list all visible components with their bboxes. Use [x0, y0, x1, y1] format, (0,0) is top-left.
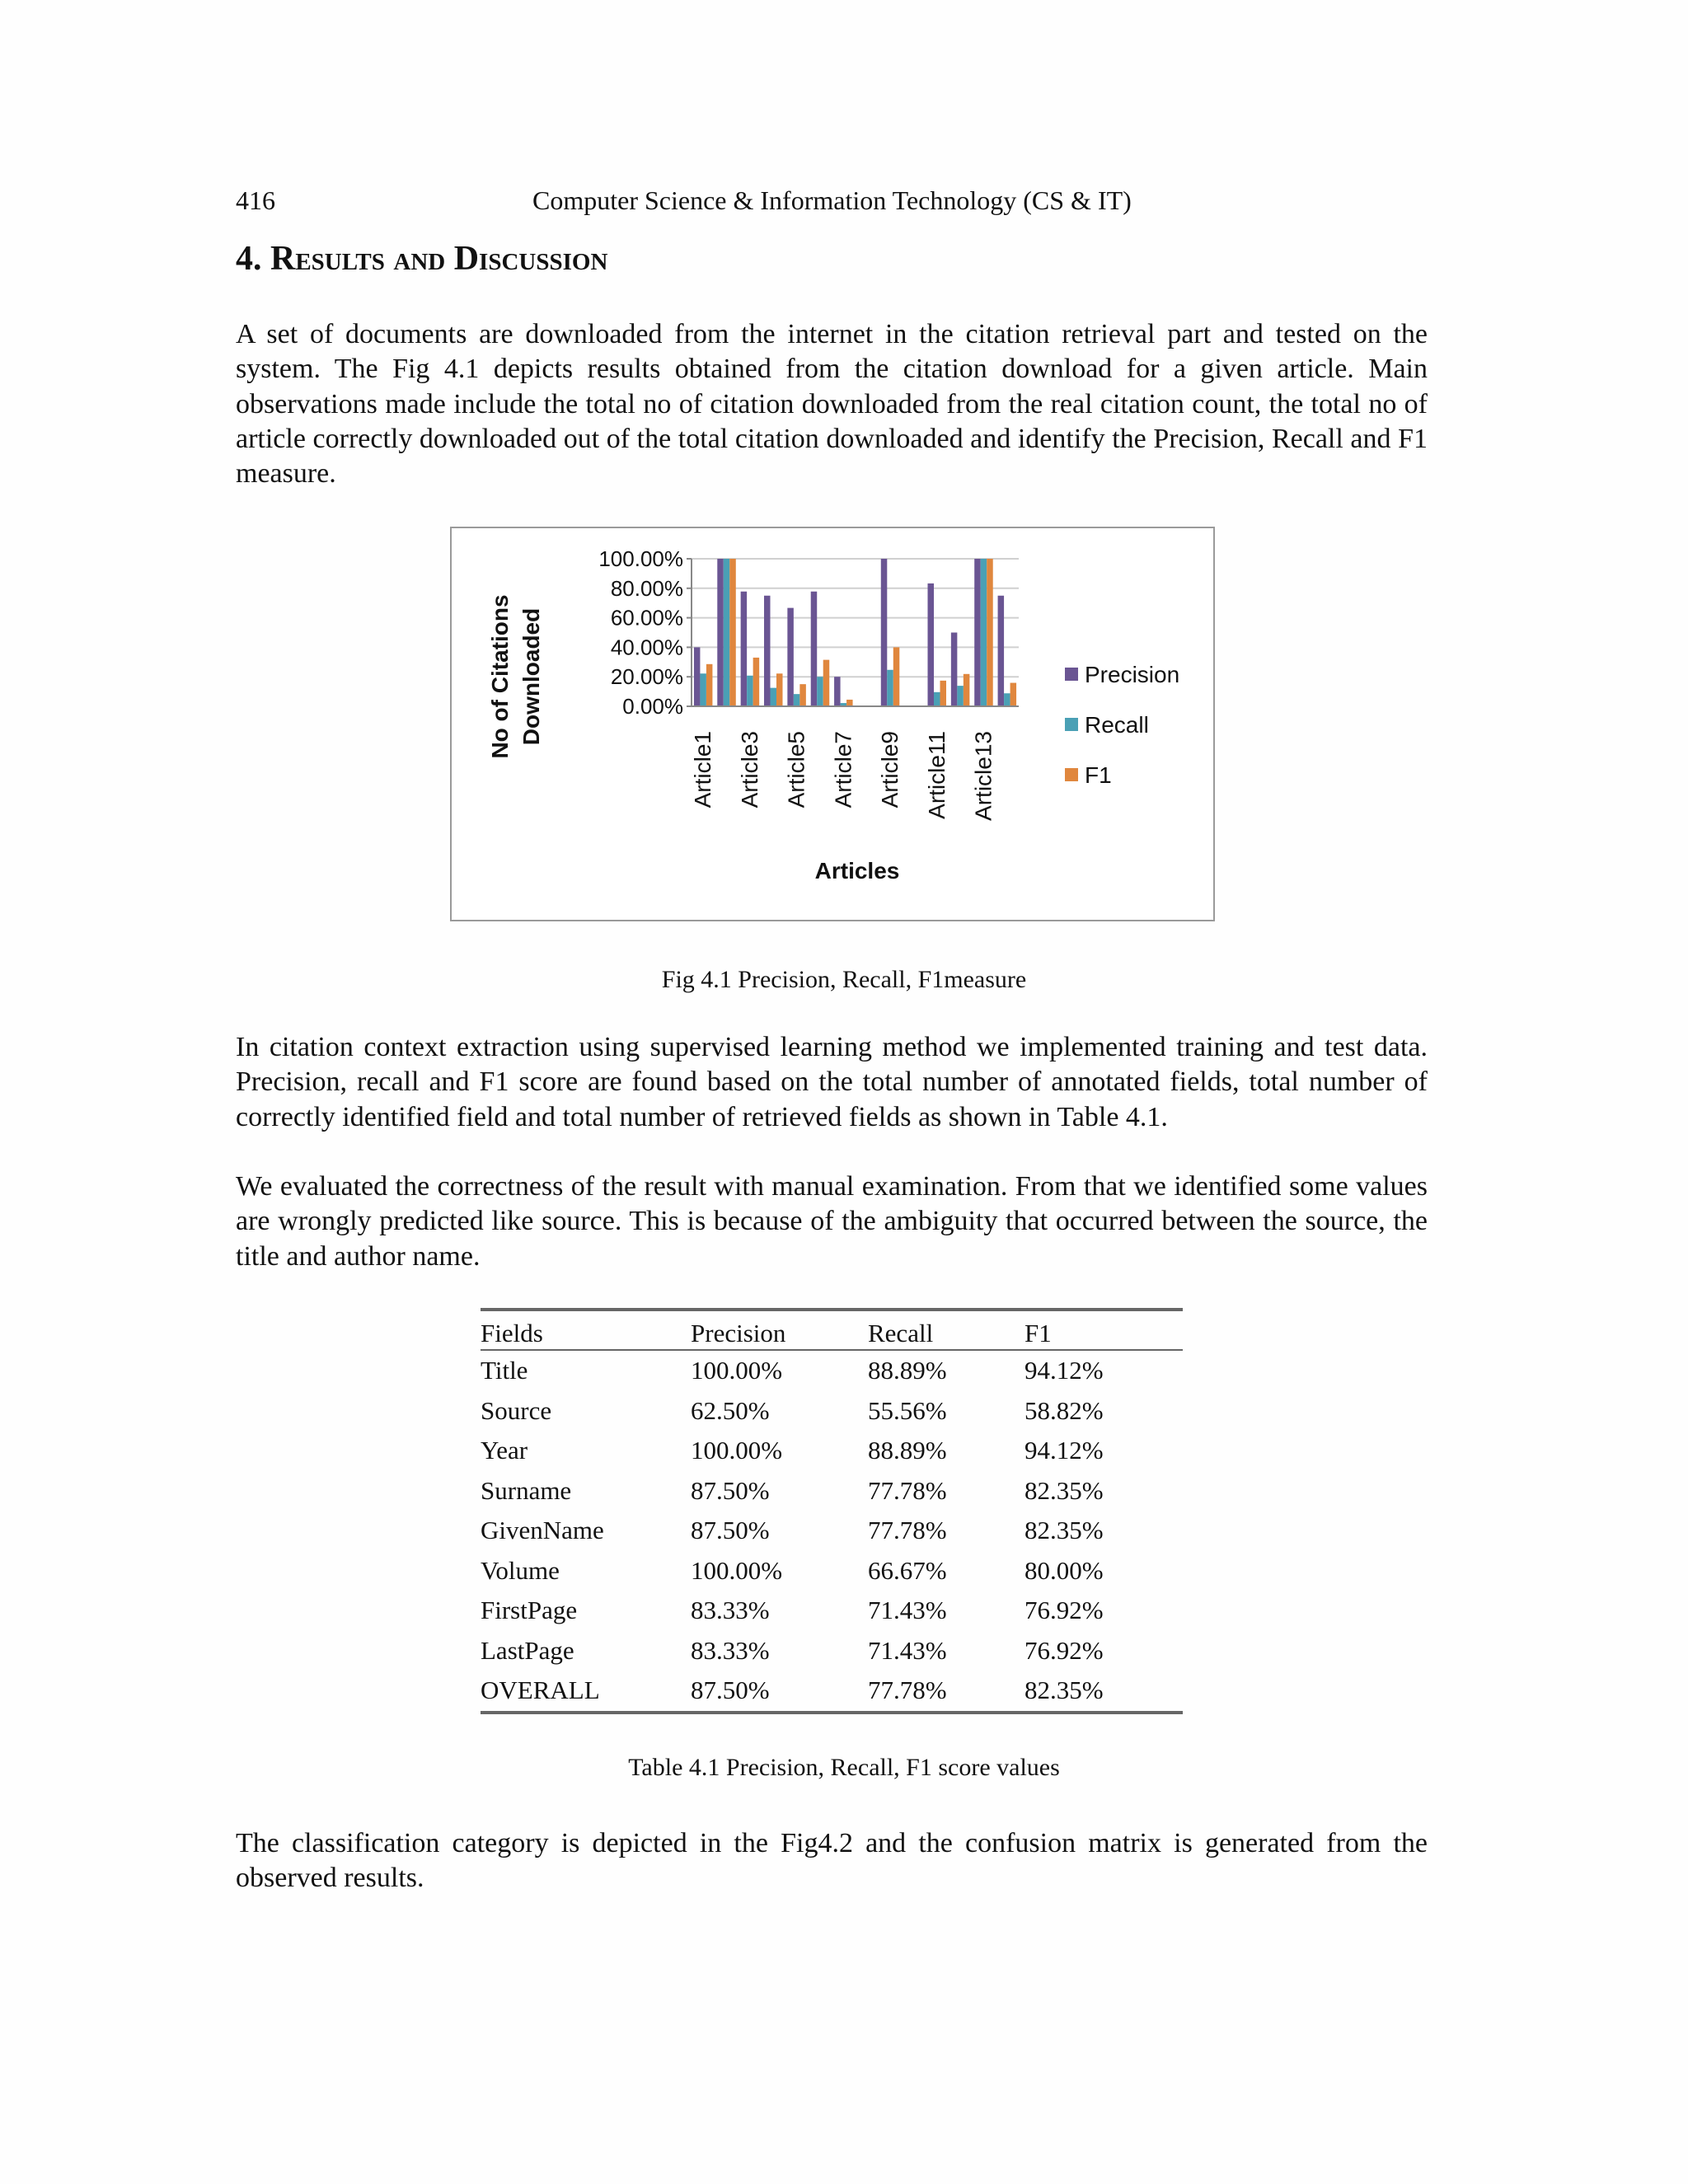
bar-f1 [1010, 683, 1017, 706]
table-cell: 94.12% [1025, 1436, 1104, 1465]
table-cell: 76.92% [1025, 1635, 1104, 1665]
y-tick-label: 20.00% [610, 664, 683, 690]
y-tick-label: 60.00% [610, 605, 683, 630]
figure-chart [450, 527, 1215, 921]
bar-f1 [893, 647, 900, 706]
table-cell: 82.35% [1025, 1475, 1104, 1505]
table-cell: 87.50% [691, 1675, 770, 1705]
bar-precision [951, 633, 958, 707]
bar-precision [741, 592, 748, 706]
table-cell: Source [481, 1395, 552, 1425]
x-tick-label: Article1 [690, 731, 716, 808]
y-tick-label: 80.00% [610, 575, 683, 601]
table-row [481, 1551, 1183, 1591]
table-cell: 82.35% [1025, 1675, 1104, 1705]
bar-recall [1004, 693, 1010, 706]
table-header-row [481, 1310, 1183, 1350]
bar-recall [724, 559, 730, 706]
header-precision: Precision [691, 1310, 868, 1350]
paragraph-3: We evaluated the correctness of the result with manual examination. From that we identified some values are wrongly predicted like source. This is because of the ambiguity that occurred between the source, the title and author name. [236, 1171, 1428, 1272]
bar-precision [928, 583, 935, 706]
bar-f1 [706, 664, 713, 706]
table-cell: FirstPage [481, 1596, 578, 1625]
table-row [481, 1631, 1183, 1671]
results-table [481, 1308, 1183, 1714]
x-tick-label: Article5 [783, 731, 809, 808]
section-title: 4. Results and Discussion [236, 240, 608, 278]
table-cell: 94.12% [1025, 1356, 1104, 1385]
table-cell: 55.56% [868, 1395, 947, 1425]
bar-f1 [987, 559, 993, 706]
bar-precision [694, 647, 701, 706]
y-tick-label: 100.00% [598, 546, 683, 571]
x-tick-label: Article13 [970, 731, 996, 821]
y-tick-label: 0.00% [622, 694, 683, 719]
table-cell: Surname [481, 1475, 572, 1505]
bar-precision [764, 596, 771, 706]
table-cell: 88.89% [868, 1436, 947, 1465]
table-cell: 71.43% [868, 1635, 947, 1665]
x-tick-label: Article7 [830, 731, 856, 808]
bar-f1 [940, 681, 947, 706]
table-cell: 100.00% [691, 1555, 783, 1585]
table-cell: GivenName [481, 1516, 604, 1545]
table-row [481, 1350, 1183, 1391]
y-axis-title: No of Citations Downloaded [487, 594, 544, 759]
bar-recall [700, 673, 706, 706]
table-cell: 88.89% [868, 1356, 947, 1385]
bar-chart [452, 528, 1213, 920]
bar-precision [787, 608, 794, 706]
header-fields: Fields [481, 1310, 691, 1350]
table-cell: 82.35% [1025, 1516, 1104, 1545]
table-cell: 71.43% [868, 1596, 947, 1625]
table-cell: 58.82% [1025, 1395, 1104, 1425]
table-cell: 80.00% [1025, 1555, 1104, 1585]
paragraph-4: The classification category is depicted in the Fig4.2 and the confusion matrix is generated from the observed results. [236, 1828, 1428, 1894]
x-axis-title: Articles [814, 858, 900, 883]
table-cell: 66.67% [868, 1555, 947, 1585]
y-tick-label: 40.00% [610, 635, 683, 660]
bar-f1 [753, 658, 760, 706]
bar-f1 [823, 660, 830, 706]
legend-swatch-recall [1065, 718, 1078, 731]
paragraph-2: In citation context extraction using supervised learning method we implemented training and test data. Precision, recall and F1 score are found based on the total number of annotated fields, total number of correctly identified field and total number of retrieved fields as shown in Table 4.1. [236, 1032, 1428, 1132]
bar-recall [747, 676, 753, 706]
table-cell: 83.33% [691, 1596, 770, 1625]
legend-swatch-precision [1065, 668, 1078, 681]
bar-recall [934, 692, 940, 706]
bar-precision [717, 559, 724, 706]
bar-f1 [846, 700, 853, 706]
bar-precision [881, 559, 888, 706]
table-cell: 62.50% [691, 1395, 770, 1425]
figure-caption: Fig 4.1 Precision, Recall, F1measure [661, 966, 1027, 993]
bar-precision [974, 559, 981, 706]
header-f1: F1 [1025, 1310, 1183, 1350]
table-cell: OVERALL [481, 1675, 600, 1705]
table-cell: 77.78% [868, 1475, 947, 1505]
bar-f1 [729, 559, 736, 706]
table-cell: Volume [481, 1555, 560, 1585]
x-tick-label: Article9 [877, 731, 903, 808]
bar-precision [834, 677, 841, 706]
bar-recall [957, 686, 964, 706]
table-row [481, 1471, 1183, 1511]
bar-f1 [964, 674, 970, 706]
table-cell: LastPage [481, 1635, 574, 1665]
table-cell: 100.00% [691, 1436, 783, 1465]
bar-recall [771, 688, 777, 706]
table-row [481, 1391, 1183, 1432]
table-row [481, 1511, 1183, 1551]
bar-recall [887, 670, 893, 706]
table-cell: 87.50% [691, 1475, 770, 1505]
table-cell: 83.33% [691, 1635, 770, 1665]
paragraph-1: A set of documents are downloaded from the internet in the citation retrieval part and tested on the system. The Fig 4.1 depicts results obtained from the citation download for a given article. Main observations made include the total no of citation downloaded from the real citation count, the total no of article correctly downloaded out of the total citation downloaded and identify the Precision, Recall and F1 measure. [236, 319, 1428, 490]
table-row [481, 1591, 1183, 1631]
table-cell: 100.00% [691, 1356, 783, 1385]
header-recall: Recall [868, 1310, 1025, 1350]
x-tick-label: Article11 [923, 731, 950, 819]
page-number: 416 [236, 185, 275, 215]
table-cell: Year [481, 1436, 528, 1465]
bar-recall [817, 677, 823, 706]
legend-label-recall: Recall [1085, 712, 1149, 738]
bar-recall [981, 559, 987, 706]
running-header: Computer Science & Information Technology (CS & IT) [532, 185, 1132, 215]
bar-precision [811, 592, 818, 706]
bar-precision [998, 596, 1005, 706]
bar-f1 [776, 673, 783, 706]
legend-swatch-f1 [1065, 768, 1078, 781]
bar-recall [794, 694, 800, 706]
table-caption: Table 4.1 Precision, Recall, F1 score values [628, 1754, 1060, 1781]
legend-label-precision: Precision [1085, 662, 1180, 687]
table-cell: 77.78% [868, 1675, 947, 1705]
table-row [481, 1671, 1183, 1713]
bar-f1 [799, 684, 806, 706]
table-cell: 76.92% [1025, 1596, 1104, 1625]
table-cell: 87.50% [691, 1516, 770, 1545]
table-row [481, 1431, 1183, 1471]
x-tick-label: Article3 [736, 731, 762, 808]
table-cell: 77.78% [868, 1516, 947, 1545]
table-cell: Title [481, 1356, 528, 1385]
legend-label-f1: F1 [1085, 762, 1112, 788]
